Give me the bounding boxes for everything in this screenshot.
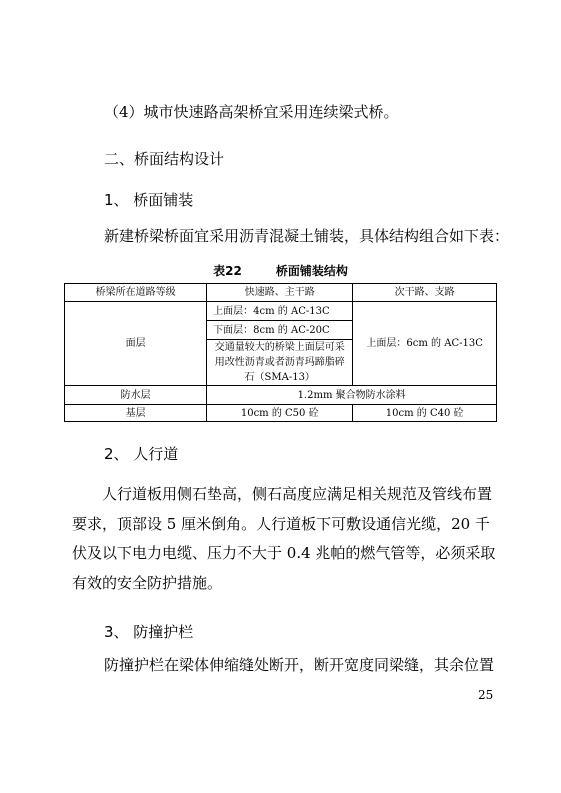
table-number: 表22 — [213, 264, 242, 278]
sidewalk-paragraph — [72, 480, 502, 598]
header-secondary: 次干路、支路 — [353, 284, 497, 302]
pavement-structure-table — [64, 283, 497, 422]
waterproof-value: 1.2mm 聚合物防水涂料 — [207, 386, 497, 405]
page-number: 25 — [478, 688, 494, 702]
header-expressway: 快速路、主干路 — [207, 284, 353, 302]
surface-lower-fast: 下面层：8cm 的 AC-20C — [207, 321, 353, 340]
sidewalk-paragraph-text: 人行道板用侧石垫高，侧石高度应满足相关规范及管线布置要求，顶部设 5 厘米倒角。人行道板下可敷设通信光缆，20 千伏及以下电力电缆、压力不大于 0.4 兆帕的燃气管等，必须采取有效的安全防护措施。 — [72, 485, 496, 592]
header-road-grade: 桥梁所在道路等级 — [65, 284, 207, 302]
surface-layer-label: 面层 — [65, 302, 207, 386]
subsection-heading-deck-pavement: 1、 桥面铺装 — [104, 191, 194, 209]
table-row — [65, 302, 497, 321]
table-header-row — [65, 284, 497, 302]
table-row — [65, 405, 497, 422]
surface-note-fast: 交通量较大的桥梁上面层可采用改性沥青或者沥青玛蹄脂碎石（SMA-13） — [207, 340, 353, 386]
base-fast-value: 10cm 的 C50 砼 — [207, 405, 353, 422]
guardrail-paragraph: 防撞护栏在梁体伸缩缝处断开，断开宽度同梁缝，其余位置 — [104, 656, 495, 674]
intro-paragraph: 新建桥梁桥面宜采用沥青混凝土铺装，具体结构组合如下表： — [104, 227, 510, 245]
subsection-heading-sidewalk: 2、 人行道 — [104, 445, 179, 463]
base-label: 基层 — [65, 405, 207, 422]
list-item-4: （4）城市快速路高架桥宜采用连续梁式桥。 — [104, 103, 399, 121]
surface-minor-value: 上面层：6cm 的 AC-13C — [353, 302, 497, 386]
surface-upper-fast: 上面层：4cm 的 AC-13C — [207, 302, 353, 321]
table-title: 桥面铺装结构 — [275, 264, 348, 278]
waterproof-label: 防水层 — [65, 386, 207, 405]
subsection-heading-guardrail: 3、 防撞护栏 — [104, 623, 194, 641]
table-row — [65, 386, 497, 405]
base-minor-value: 10cm 的 C40 砼 — [353, 405, 497, 422]
section-heading: 二、桥面结构设计 — [104, 150, 225, 168]
table-caption — [0, 262, 561, 279]
